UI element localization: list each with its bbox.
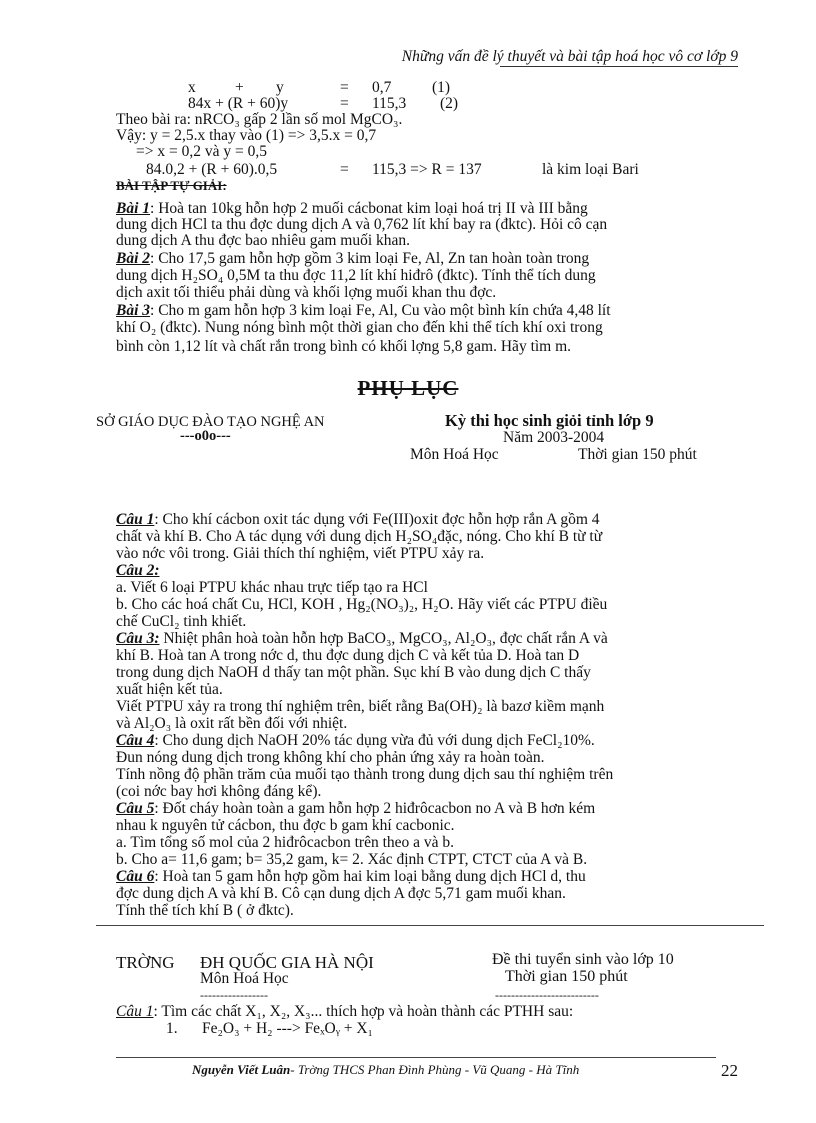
question-6-line-3: Tính thể tích khí B ( ở đktc).	[116, 902, 294, 919]
question-4-line-4: (coi nớc bay hơi không đáng kể).	[116, 783, 322, 800]
question-5-line-1: Câu 5: Đốt cháy hoàn toàn a gam hỗn hợp 2 hiđrôcacbon no A và B hơn kém	[116, 800, 596, 817]
footer-text	[192, 1062, 579, 1078]
solution-line-6d: là kim loại Bari	[542, 161, 639, 178]
page-number: 22	[721, 1061, 738, 1080]
solution-line-6a: 84.0,2 + (R + 60).0,5	[146, 161, 278, 178]
exercise-3-line-3: bình còn 1,12 lít và chất rắn trong bình có khối lợng 5,8 gam. Hãy tìm m.	[116, 338, 572, 355]
eq1-y: y	[276, 79, 284, 96]
question-1-line-2: chất và khí B. Cho A tác dụng với dung dịch H₂SO₄đặc, nóng. Cho khí B từ từ	[116, 528, 603, 545]
solution-line-5: => x = 0,2 và y = 0,5	[136, 143, 267, 160]
question-6-label: Câu 6	[116, 868, 155, 885]
exam2-time: Thời gian 150 phút	[505, 968, 628, 985]
exam2-item-number: 1.	[166, 1020, 178, 1037]
eq1-equals: =	[340, 79, 349, 96]
exam-title: Kỳ thi học sinh giỏi tỉnh lớp 9	[445, 411, 654, 430]
eq1-plus: +	[235, 79, 244, 96]
department-divider: ---o0o---	[180, 428, 231, 444]
exercise-3-line-2: khí O₂ (đktc). Nung nóng bình một thời gian cho đến khi thể tích khí oxi trong	[116, 319, 603, 336]
eq1-value: 0,7	[372, 79, 392, 96]
question-4-label: Câu 4	[116, 732, 155, 749]
question-3-line-2: khí B. Hoà tan A trong nớc d, thu đợc dung dịch C và kết tủa D. Hoà tan D	[116, 647, 580, 664]
appendix-title: PHỤ LỤC	[357, 376, 459, 400]
solution-line-6b: =	[340, 161, 349, 178]
exercise-1-line-1: Bài 1: Hoà tan 10kg hỗn hợp 2 muối cácbonat kim loại hoá trị II và III bằng	[116, 200, 588, 217]
exercise-3-label: Bài 3	[116, 302, 151, 319]
question-2-b-line-2: chế CuCl₂ tinh khiết.	[116, 613, 247, 630]
question-5-line-4: b. Cho a= 11,6 gam; b= 35,2 gam, k= 2. Xác định CTPT, CTCT của A và B.	[116, 851, 588, 868]
question-3-line-6: và Al₂O₃ là oxit rất bền đối với nhiệt.	[116, 715, 348, 732]
university-prefix: TRỜNG	[116, 953, 175, 972]
question-6-line-2: đợc dung dịch A và khí B. Cô cạn dung dịch A đợc 5,71 gam muối khan.	[116, 885, 566, 902]
exam-time: Thời gian 150 phút	[578, 446, 697, 463]
question-3-line-1: Câu 3: Nhiệt phân hoà toàn hỗn hợp BaCO₃, MgCO₃, Al₂O₃, đợc chất rắn A và	[116, 630, 608, 647]
footer-rule	[116, 1057, 716, 1058]
question-5-label: Câu 5	[116, 800, 155, 817]
question-4-line-1: Câu 4: Cho dung dịch NaOH 20% tác dụng vừa đủ với dung dịch FeCl₂10%.	[116, 732, 595, 749]
university-name: ĐH QUỐC GIA HÀ NỘI	[200, 953, 374, 972]
exercise-3-line-1: Bài 3: Cho m gam hỗn hợp 3 kim loại Fe, Al, Cu vào một bình kín chứa 4,48 lít	[116, 302, 611, 319]
question-4-line-3: Tính nồng độ phần trăm của muối tạo thành trong dung dịch sau thí nghiệm trên	[116, 766, 614, 783]
exercise-2-line-1: Bài 2: Cho 17,5 gam hỗn hợp gồm 3 kim loại Fe, Al, Zn tan hoàn toàn trong	[116, 250, 590, 267]
running-header: Những vấn đề lý thuyết và bài tập hoá học vô cơ lớp 9	[401, 48, 738, 65]
exam2-question-1-label: Câu 1	[116, 1003, 154, 1020]
question-3-line-4: xuất hiện kết tủa.	[116, 681, 223, 698]
exercises-heading: BÀI TẬP TỰ GIẢI:	[116, 178, 227, 193]
question-2-label: Câu 2:	[116, 562, 160, 579]
question-5-line-2: nhau k nguyên tử cácbon, thu đợc b gam khí cacbonic.	[116, 817, 455, 834]
question-5-line-3: a. Tìm tổng số mol của 2 hiđrôcacbon trên theo a và b.	[116, 834, 455, 851]
exercise-2-line-3: dịch axit tối thiểu phải dùng và khối lợng muối khan thu đợc.	[116, 284, 497, 301]
question-1-line-1: Câu 1: Cho khí cácbon oxit tác dụng với Fe(III)oxit đợc hỗn hợp rắn A gồm 4	[116, 511, 600, 528]
solution-line-3: Theo bài ra: nRCO₃ gấp 2 lần số mol MgCO₃.	[116, 111, 403, 128]
exam2-item-equation: Fe₂O₃ + H₂ ---> FeₓOᵧ + X₁	[202, 1020, 373, 1037]
exam2-title: Đề thi tuyển sinh vào lớp 10	[492, 951, 674, 968]
exam-subject: Môn Hoá Học	[410, 446, 499, 463]
eq1-x: x	[188, 79, 196, 96]
exam2-question-1: Câu 1: Tìm các chất X₁, X₂, X₃... thích hợp và hoàn thành các PTHH sau:	[116, 1003, 574, 1020]
department-name: SỞ GIÁO DỤC ĐÀO TẠO NGHỆ AN	[96, 414, 325, 430]
question-2-a: a. Viết 6 loại PTPU khác nhau trực tiếp tạo ra HCl	[116, 579, 428, 596]
exam2-subject: Môn Hoá Học	[200, 970, 289, 987]
exercise-1-label: Bài 1	[116, 200, 151, 217]
question-3-label: Câu 3:	[116, 630, 160, 647]
exercise-1-line-2: dung dịch HCl ta thu đợc dung dịch A và 0,762 lít khí bay ra (đktc). Hỏi cô cạn	[116, 216, 608, 233]
exam-year: Năm 2003-2004	[503, 429, 605, 446]
question-3-line-5: Viết PTPU xảy ra trong thí nghiệm trên, biết rằng Ba(OH)₂ là bazơ kiềm mạnh	[116, 698, 605, 715]
question-3-line-3: trong dung dịch NaOH d thấy tan một phần. Sục khí B vào dung dịch C thấy	[116, 664, 591, 681]
eq2-number: (2)	[440, 95, 459, 112]
eq2-lhs: 84x + (R + 60)y	[188, 95, 289, 112]
eq2-equals: =	[340, 95, 349, 112]
question-2-b-line-1: b. Cho các hoá chất Cu, HCl, KOH , Hg₂(NO₃)₂, H₂O. Hãy viết các PTPU điều	[116, 596, 608, 613]
solution-line-4: Vậy: y = 2,5.x thay vào (1) => 3,5.x = 0,7	[116, 127, 377, 144]
question-1-line-3: vào nớc vôi trong. Giải thích thí nghiệm, viết PTPU xảy ra.	[116, 545, 485, 562]
exercise-2-label: Bài 2	[116, 250, 151, 267]
question-1-label: Câu 1	[116, 511, 155, 528]
exercise-1-line-3: dung dịch A thu đợc bao nhiêu gam muối khan.	[116, 232, 411, 249]
solution-line-6c: 115,3 => R = 137	[372, 161, 482, 178]
question-6-line-1: Câu 6: Hoà tan 5 gam hỗn hợp gồm hai kim loại bằng dung dịch HCl d, thu	[116, 868, 586, 885]
exam2-dashes-left: -----------------	[200, 988, 268, 1002]
header-rule	[500, 66, 738, 67]
eq1-number: (1)	[432, 79, 451, 96]
eq2-value: 115,3	[372, 95, 407, 112]
footer-school: - Trờng THCS Phan Đình Phùng - Vũ Quang - Hà Tĩnh	[290, 1062, 580, 1077]
question-4-line-2: Đun nóng dung dịch trong không khí cho phản ứng xảy ra hoàn toàn.	[116, 749, 545, 766]
exam2-dashes-right: --------------------------	[495, 988, 599, 1002]
footer-author: Nguyễn Viết Luân	[192, 1062, 291, 1077]
exercise-2-line-2: dung dịch H₂SO₄ 0,5M ta thu đợc 11,2 lít khí hiđrô (đktc). Tính thể tích dung	[116, 267, 596, 284]
section-divider	[96, 925, 764, 926]
